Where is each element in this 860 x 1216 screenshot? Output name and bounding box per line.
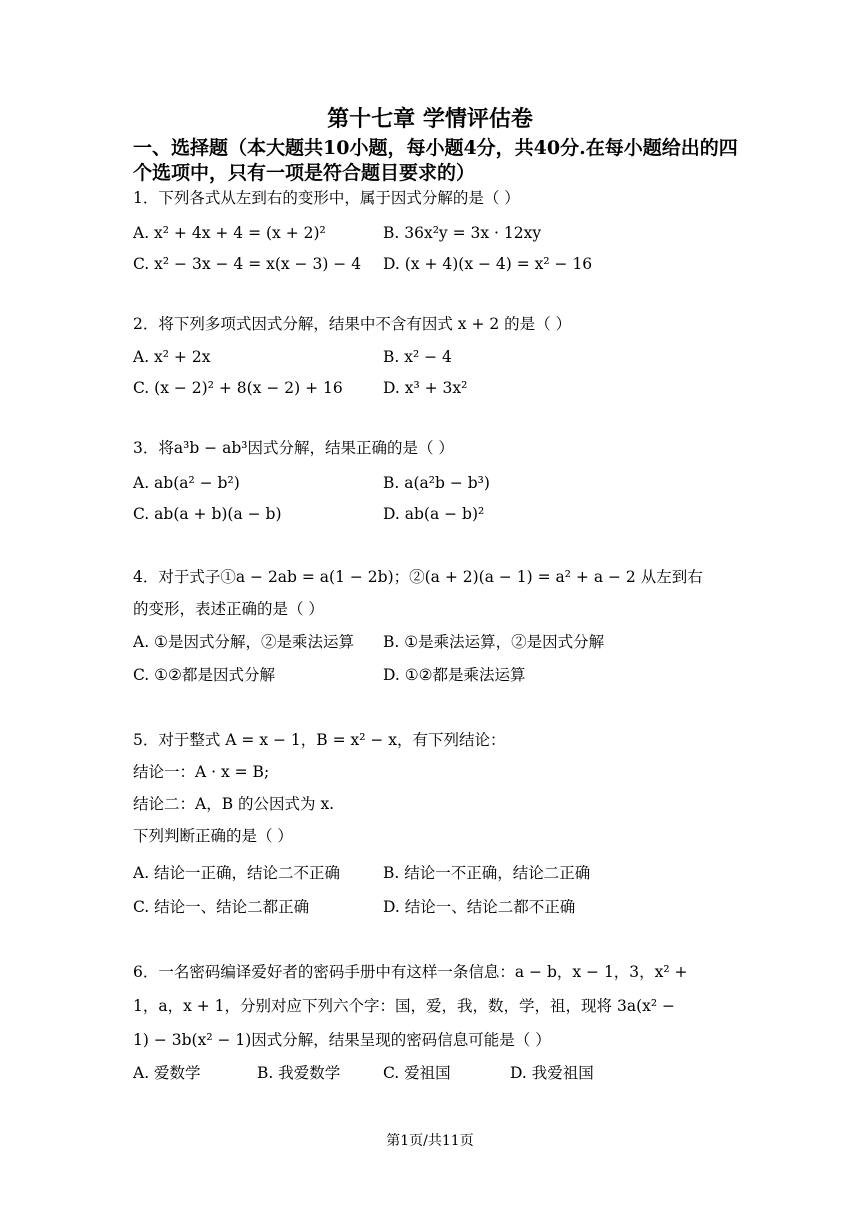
question-2-option-b: B. x² − 4 — [383, 348, 452, 366]
question-2-option-d: D. x³ + 3x² — [383, 379, 468, 397]
question-4-stem-line-1: 4．对于式子①a − 2ab = a(1 − 2b)；②(a + 2)(a − 1) = a² + a − 2 从左到右 — [133, 568, 703, 586]
question-5-option-d: D. 结论一、结论二都不正确 — [383, 898, 576, 916]
question-5-option-b: B. 结论一不正确，结论二正确 — [383, 864, 591, 882]
question-5-stem: 5．对于整式 A = x − 1，B = x² − x，有下列结论： — [133, 731, 506, 749]
question-1-option-c: C. x² − 3x − 4 = x(x − 3) − 4 — [133, 255, 362, 273]
question-6-option-b: B. 我爱数学 — [257, 1064, 341, 1082]
question-4-stem-line-2: 的变形，表述正确的是（ ） — [133, 600, 324, 618]
question-6-option-a: A. 爱数学 — [133, 1064, 201, 1082]
question-6-stem-line-3: 1) − 3b(x² − 1)因式分解，结果呈现的密码信息可能是（ ） — [133, 1031, 551, 1049]
question-2-option-a: A. x² + 2x — [133, 348, 211, 366]
question-2-stem: 2．将下列多项式因式分解，结果中不含有因式 x + 2 的是（ ） — [133, 315, 572, 333]
question-6-option-c: C. 爱祖国 — [383, 1064, 451, 1082]
question-1-stem: 1．下列各式从左到右的变形中，属于因式分解的是（ ） — [133, 189, 520, 207]
question-3-option-a: A. ab(a² − b²) — [133, 474, 240, 492]
question-1-option-b: B. 36x²y = 3x · 12xy — [383, 224, 542, 242]
question-5-option-a: A. 结论一正确，结论二不正确 — [133, 864, 341, 882]
question-1-option-d: D. (x + 4)(x − 4) = x² − 16 — [383, 255, 593, 273]
question-3-option-b: B. a(a²b − b³) — [383, 474, 490, 492]
page-number-footer: 第1页/共11页 — [386, 1133, 474, 1149]
question-5-ask: 下列判断正确的是（ ） — [133, 827, 293, 845]
question-6-stem-line-2: 1，a，x + 1，分别对应下列六个字：国，爱，我，数，学，祖，现将 3a(x² − — [133, 997, 675, 1015]
question-5-conclusion-2: 结论二：A，B 的公因式为 x. — [133, 795, 335, 813]
question-4-option-d: D. ①②都是乘法运算 — [383, 666, 526, 684]
question-4-option-c: C. ①②都是因式分解 — [133, 666, 275, 684]
question-1-option-a: A. x² + 4x + 4 = (x + 2)² — [133, 224, 326, 242]
section-heading: 一、选择题（本大题共10小题，每小题4分，共40分.在每小题给出的四个选项中，只有一项是符合题目要求的） — [133, 137, 738, 184]
question-4-option-a: A. ①是因式分解，②是乘法运算 — [133, 633, 354, 651]
question-5-option-c: C. 结论一、结论二都正确 — [133, 898, 310, 916]
question-3-option-c: C. ab(a + b)(a − b) — [133, 505, 282, 523]
page-title: 第十七章 学情评估卷 — [327, 106, 533, 132]
question-4-option-b: B. ①是乘法运算，②是因式分解 — [383, 633, 605, 651]
question-5-conclusion-1: 结论一：A · x = B; — [133, 763, 270, 781]
question-6-option-d: D. 我爱祖国 — [510, 1064, 594, 1082]
question-3-stem: 3．将a³b − ab³因式分解，结果正确的是（ ） — [133, 439, 454, 457]
question-3-option-d: D. ab(a − b)² — [383, 505, 485, 523]
question-2-option-c: C. (x − 2)² + 8(x − 2) + 16 — [133, 379, 343, 397]
question-6-stem-line-1: 6．一名密码编译爱好者的密码手册中有这样一条信息：a − b，x − 1，3，x² + — [133, 963, 688, 981]
